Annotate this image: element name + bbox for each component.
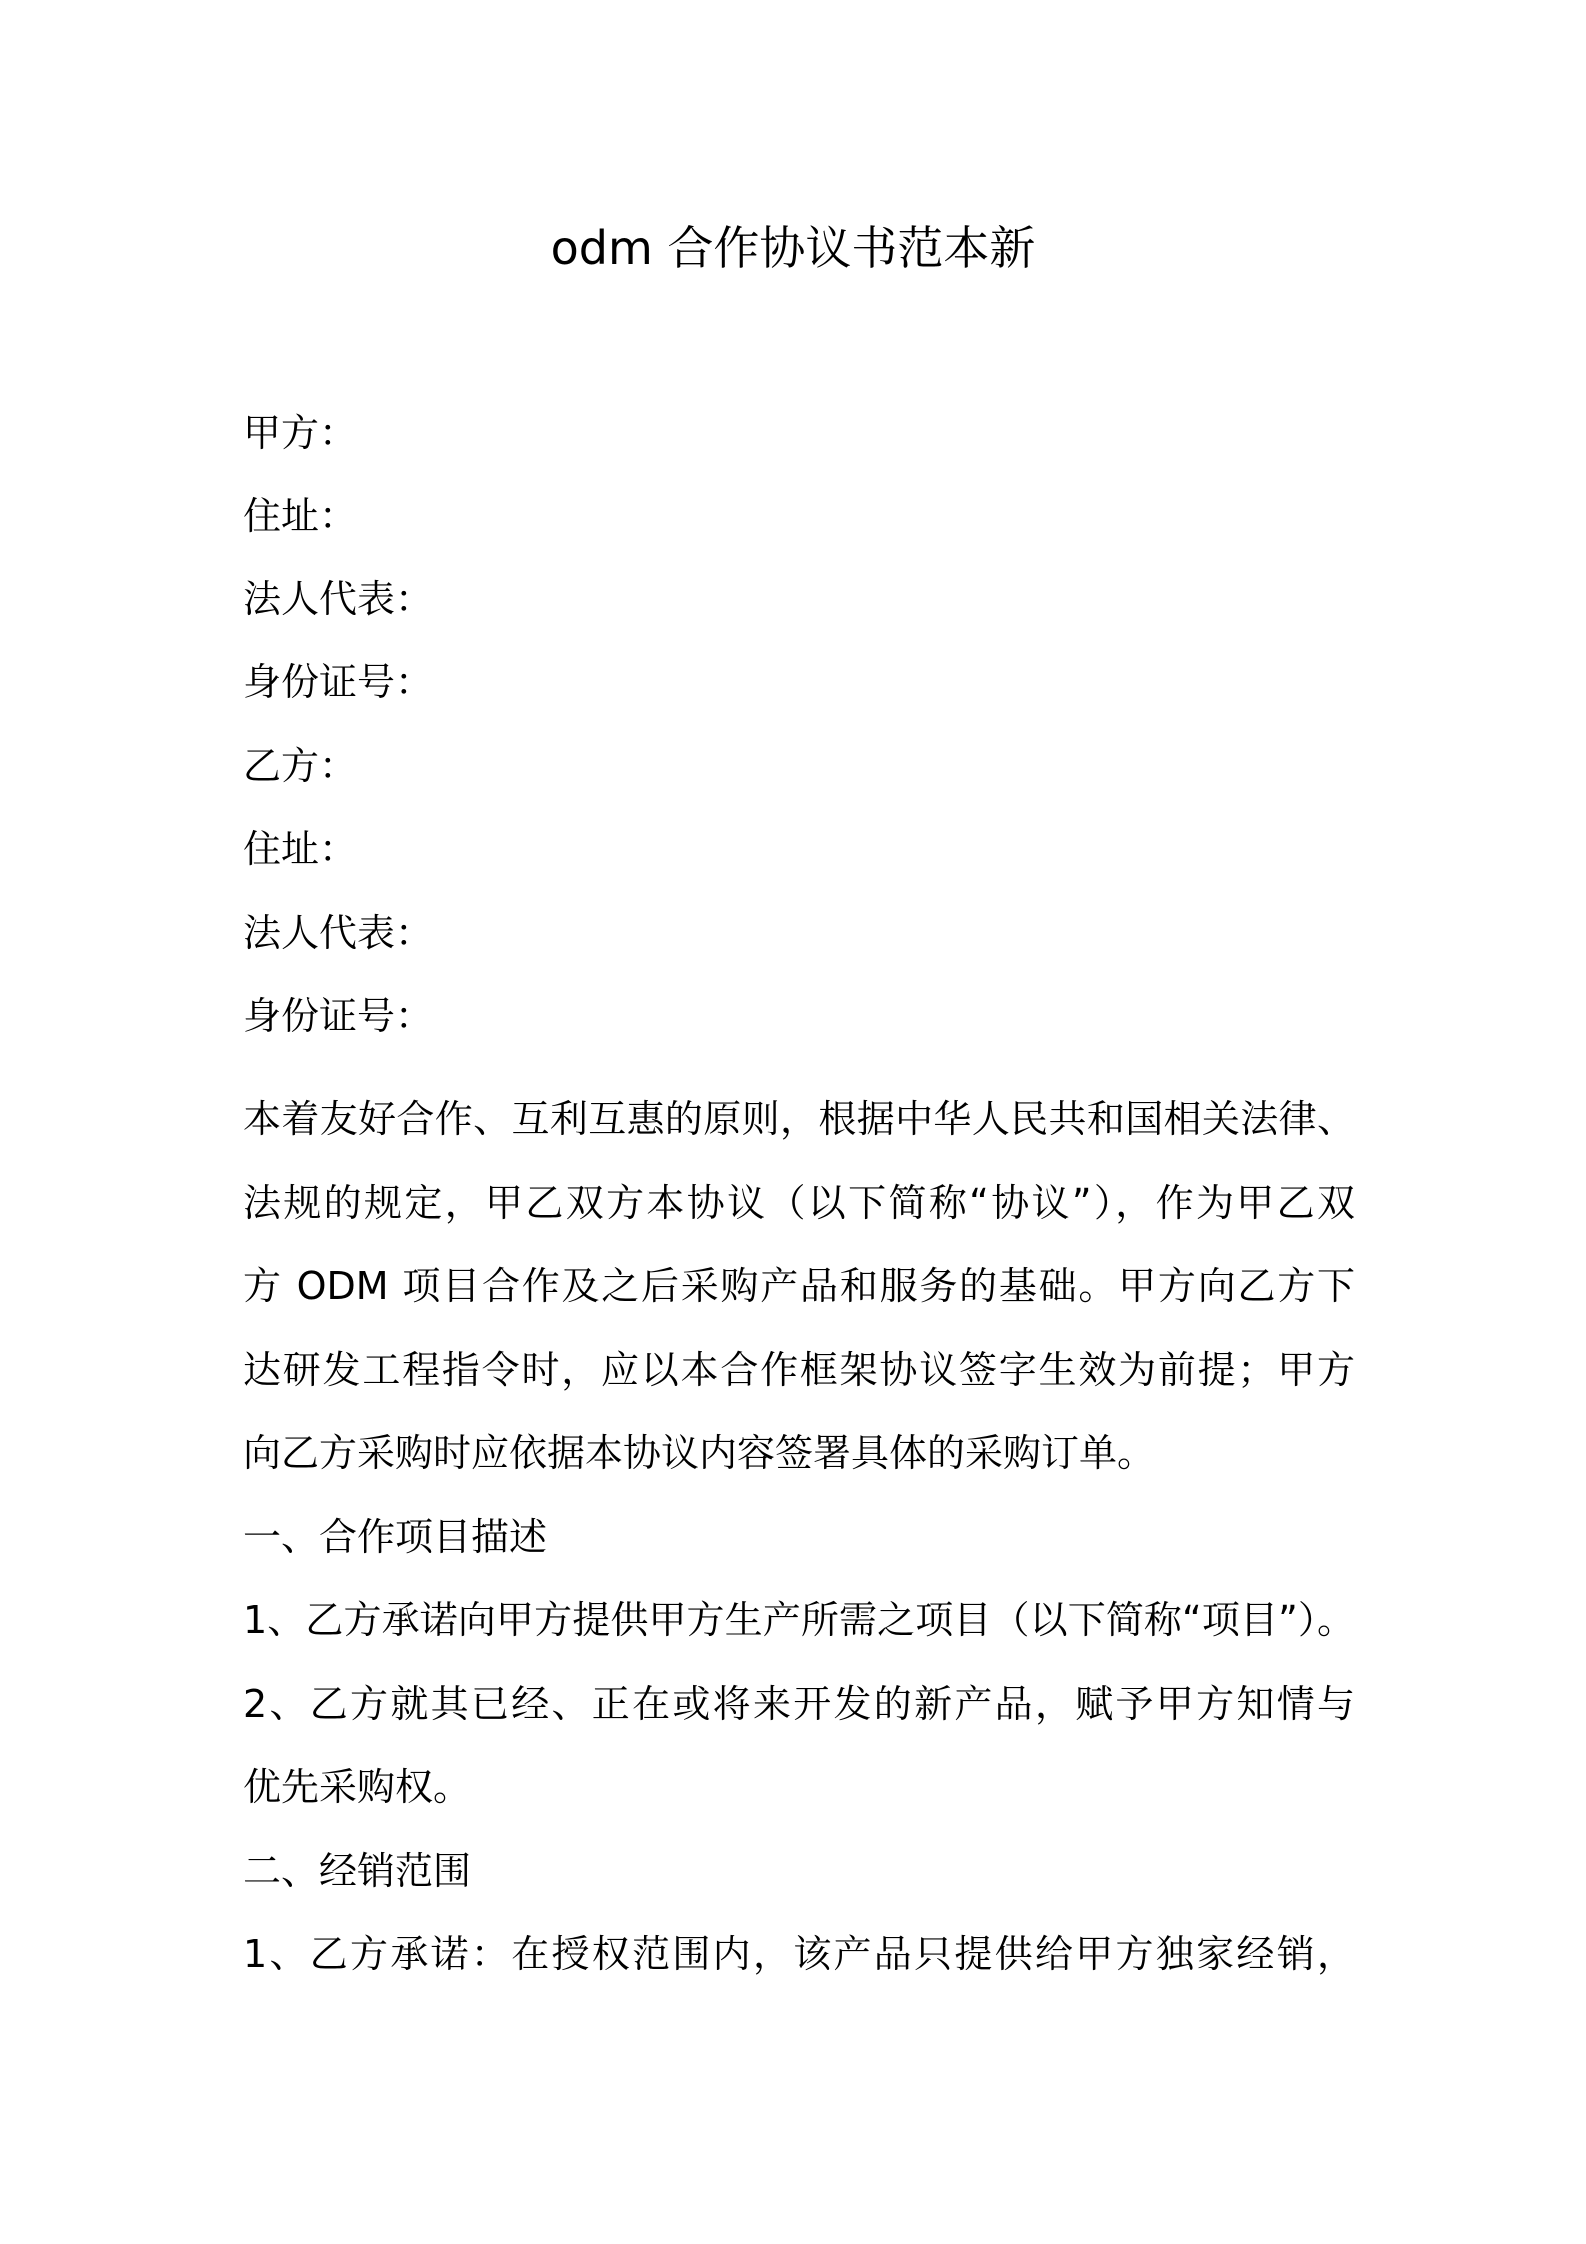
preamble-line-3: 方 ODM 项目合作及之后采购产品和服务的基础。甲方向乙方下 bbox=[243, 1264, 1355, 1308]
party-a-address-label: 住址： bbox=[243, 494, 358, 538]
preamble-line-5: 向乙方采购时应依据本协议内容签署具体的采购订单。 bbox=[243, 1431, 1156, 1475]
party-a-id-label: 身份证号： bbox=[243, 660, 434, 704]
section-2-clause-1: 1、乙方承诺：在授权范围内，该产品只提供给甲方独家经销， bbox=[243, 1932, 1355, 1976]
preamble-line-2: 法规的规定，甲乙双方本协议（以下简称“协议”），作为甲乙双 bbox=[243, 1180, 1355, 1225]
section-1-heading: 一、合作项目描述 bbox=[243, 1514, 548, 1559]
section-1-clause-1: 1、乙方承诺向甲方提供甲方生产所需之项目（以下简称“项目”）。 bbox=[243, 1598, 1355, 1642]
preamble-line-1: 本着友好合作、互利互惠的原则，根据中华人民共和国相关法律、 bbox=[243, 1097, 1355, 1141]
party-b-address-label: 住址： bbox=[243, 827, 358, 871]
party-b-name-label: 乙方： bbox=[243, 744, 358, 788]
party-a-name-label: 甲方： bbox=[243, 411, 358, 455]
party-a-legal-rep-label: 法人代表： bbox=[243, 577, 434, 621]
document-title: odm 合作协议书范本新 bbox=[550, 221, 1036, 275]
agreement-body bbox=[243, 1078, 1355, 1997]
party-b-legal-rep-label: 法人代表： bbox=[243, 911, 434, 955]
section-2-heading: 二、经销范围 bbox=[243, 1848, 472, 1893]
party-b-id-label: 身份证号： bbox=[243, 994, 434, 1038]
preamble-line-4: 达研发工程指令时，应以本合作框架协议签字生效为前提；甲方 bbox=[243, 1347, 1355, 1392]
section-1-clause-2-line-2: 优先采购权。 bbox=[243, 1765, 472, 1809]
section-1-clause-2-line-1: 2、乙方就其已经、正在或将来开发的新产品，赋予甲方知情与 bbox=[243, 1681, 1355, 1726]
